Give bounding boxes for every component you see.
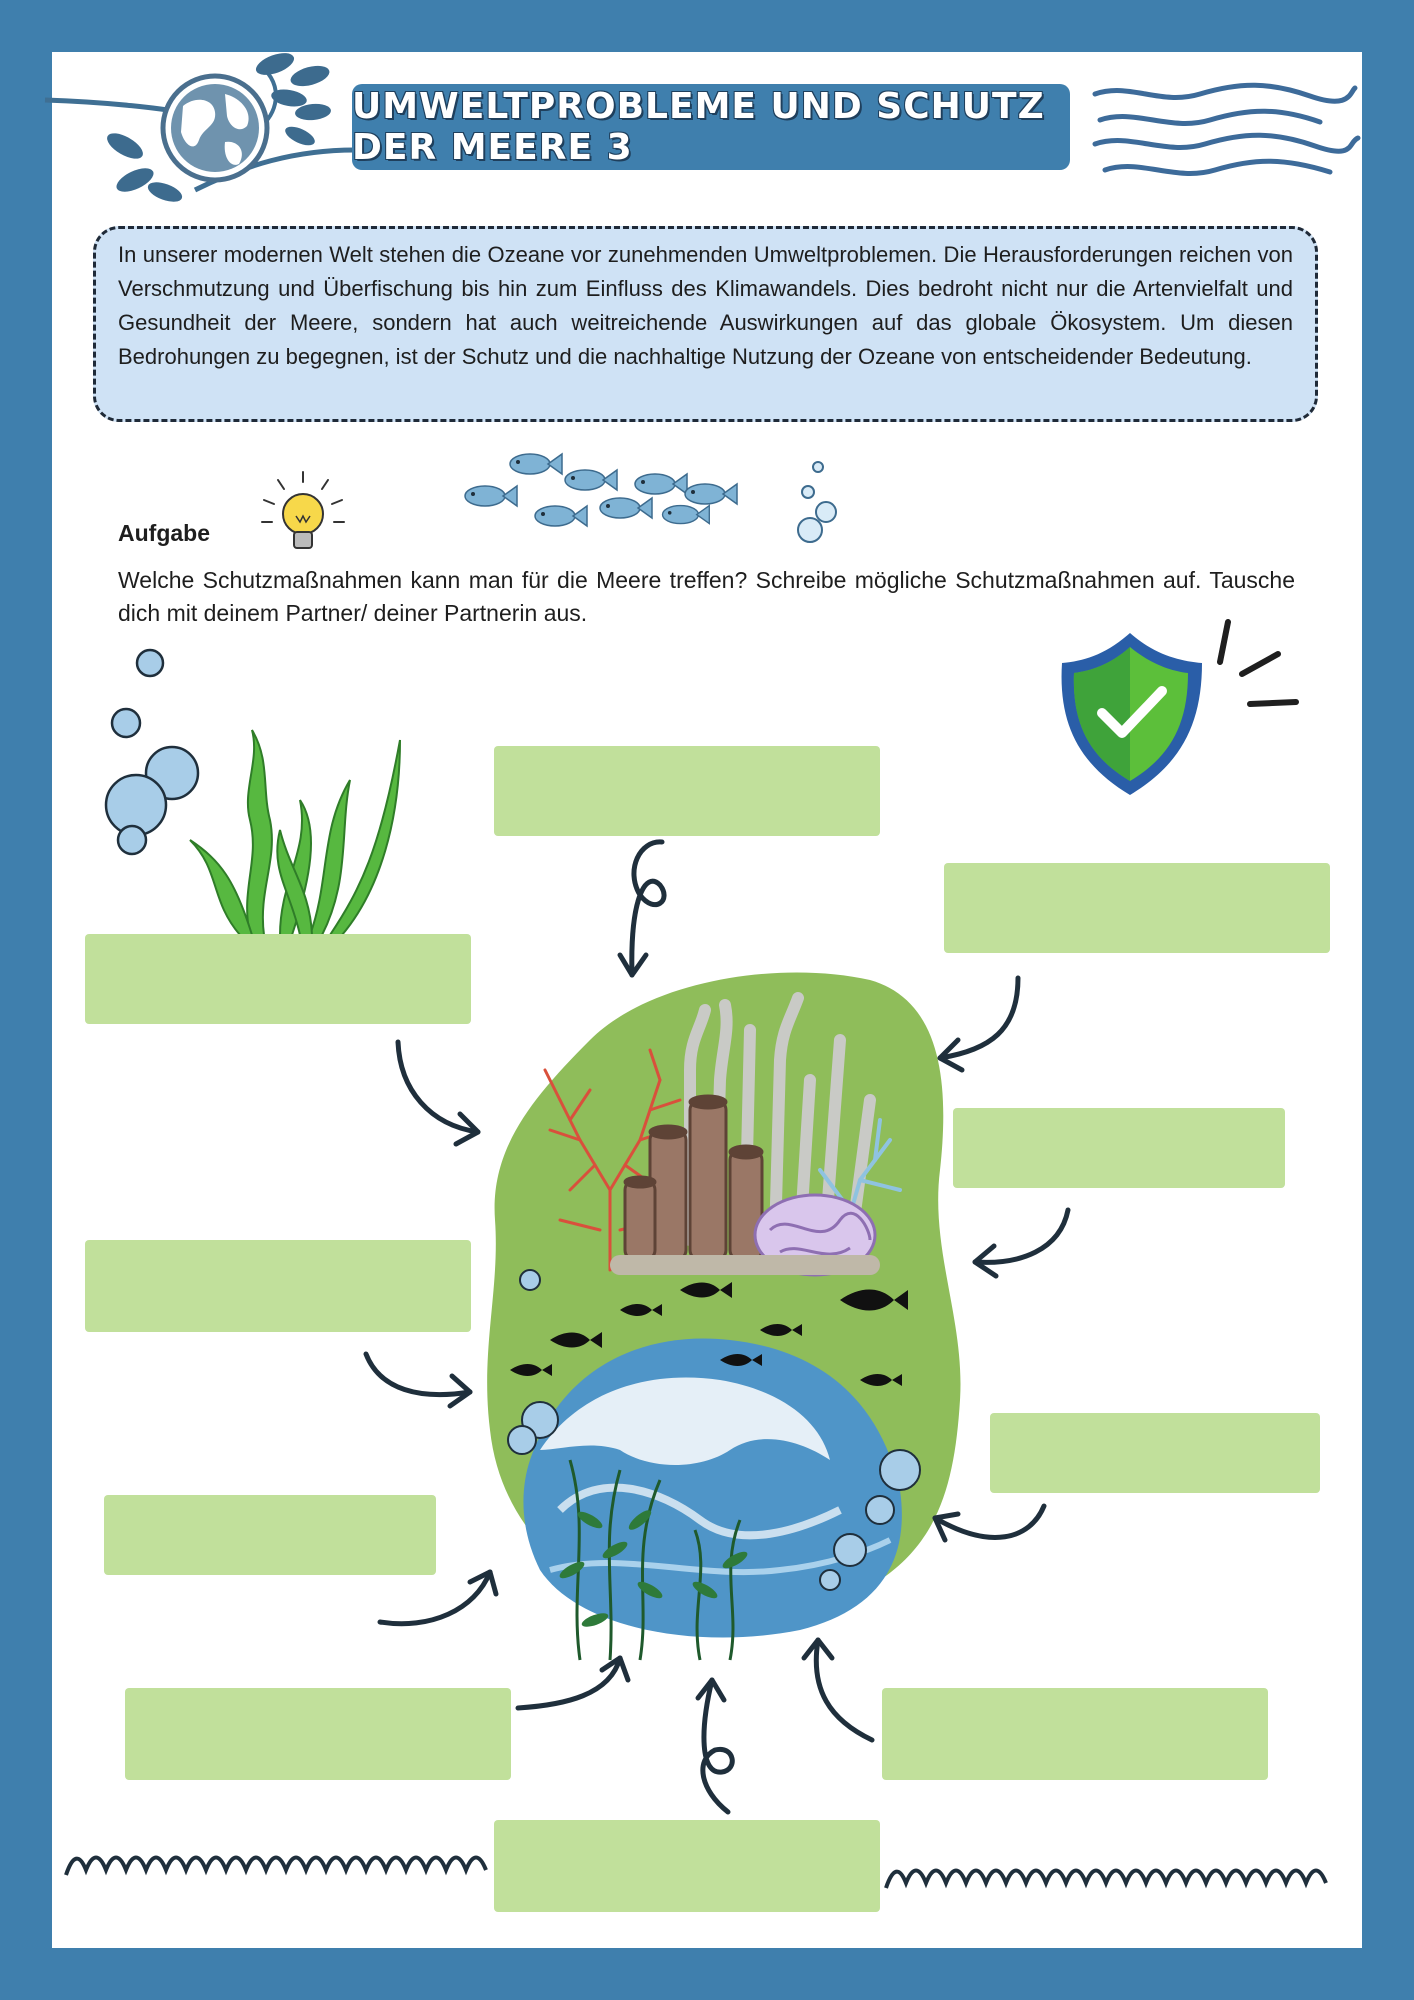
task-heading: Aufgabe: [118, 520, 210, 546]
arrow: [366, 1354, 470, 1395]
zigzag-line: [66, 1845, 496, 1885]
task-instructions: Welche Schutzmaßnahmen kann man für die Meere treffen? Schreibe mögliche Schutzmaßnahmen auf. Tausche dich mit deinem Partner/ deiner Partnerin aus.: [118, 567, 1295, 626]
arrow: [703, 1680, 732, 1812]
zigzag-line: [886, 1858, 1346, 1898]
arrow: [816, 1640, 872, 1740]
page-title: UMWELTPROBLEME UND SCHUTZ DER MEERE 3: [352, 86, 1045, 168]
arrow: [975, 1210, 1068, 1262]
arrow: [935, 1506, 1044, 1537]
intro-text-box: In unserer modernen Welt stehen die Ozeane vor zunehmenden Umweltproblemen. Die Herausforderungen reichen von Verschmutzung und Überfischung bis hin zum Einfluss des Klimawandels. Dies bedroht nicht nur die Artenvielfalt und Gesundheit der Meere, sondern hat auch weitreichende Auswirkungen auf das globale Ökosystem. Um diesen Bedrohungen zu begegnen, ist der Schutz und die nachhaltige Nutzung der Ozeane von entscheidender Bedeutung.: [93, 226, 1318, 422]
